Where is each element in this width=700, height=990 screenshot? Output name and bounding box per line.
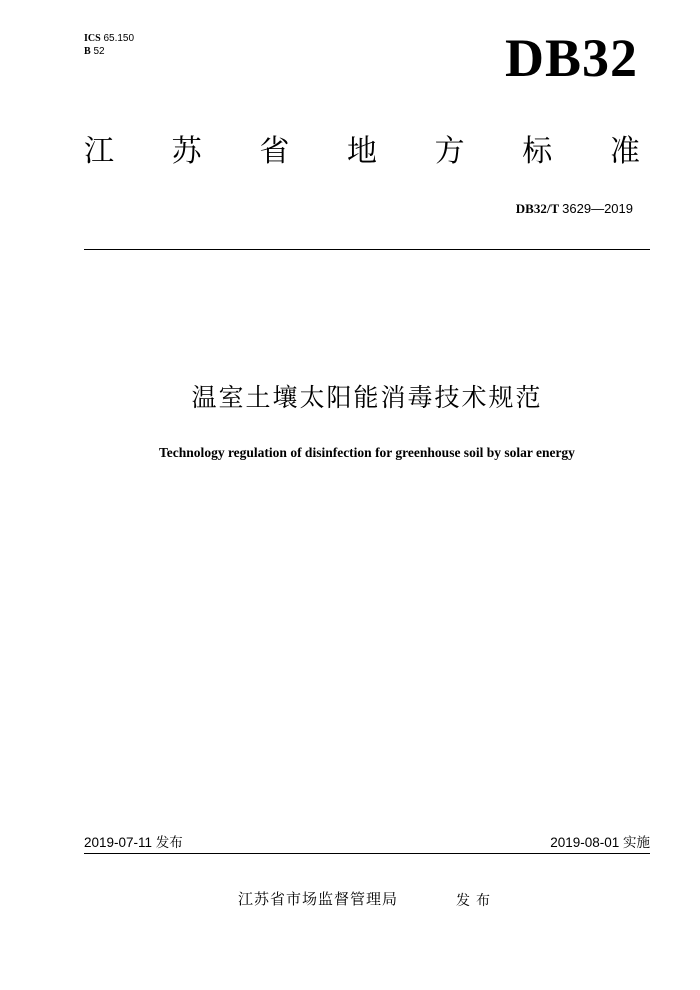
implementation-date: 2019-08-01 实施 (550, 835, 650, 850)
title-chinese: 温室土壤太阳能消毒技术规范 (191, 383, 543, 412)
standard-logo: DB32 (504, 28, 638, 88)
standard-type-heading (84, 132, 640, 172)
standard-type-char: 江 (84, 134, 114, 169)
standard-number-prefix: DB32/T (515, 201, 559, 216)
bottom-divider (84, 853, 650, 854)
issue-date: 2019-07-11 发布 (84, 835, 183, 850)
standard-type-char: 准 (609, 134, 640, 169)
ccs-line (84, 45, 134, 58)
issuing-authority: 江苏省市场监督管理局 (238, 890, 399, 908)
classification-codes (84, 32, 134, 58)
standard-type-char: 地 (346, 134, 377, 169)
top-divider (84, 249, 650, 250)
standard-number-value: 3629—2019 (562, 201, 633, 216)
standard-type-char: 方 (434, 134, 465, 169)
ics-line (84, 32, 134, 45)
ccs-label: B (84, 46, 91, 57)
standard-number (516, 201, 633, 217)
ics-code: 65.150 (103, 33, 135, 44)
ics-label: ICS (84, 33, 101, 44)
standard-type-char: 标 (522, 134, 553, 169)
standard-type-char: 省 (259, 134, 290, 169)
ccs-code: 52 (93, 46, 105, 57)
standard-type-char: 苏 (171, 134, 202, 169)
issuing-action: 发布 (456, 893, 496, 909)
title-english: Technology regulation of disinfection for greenhouse soil by solar energy (159, 445, 575, 460)
